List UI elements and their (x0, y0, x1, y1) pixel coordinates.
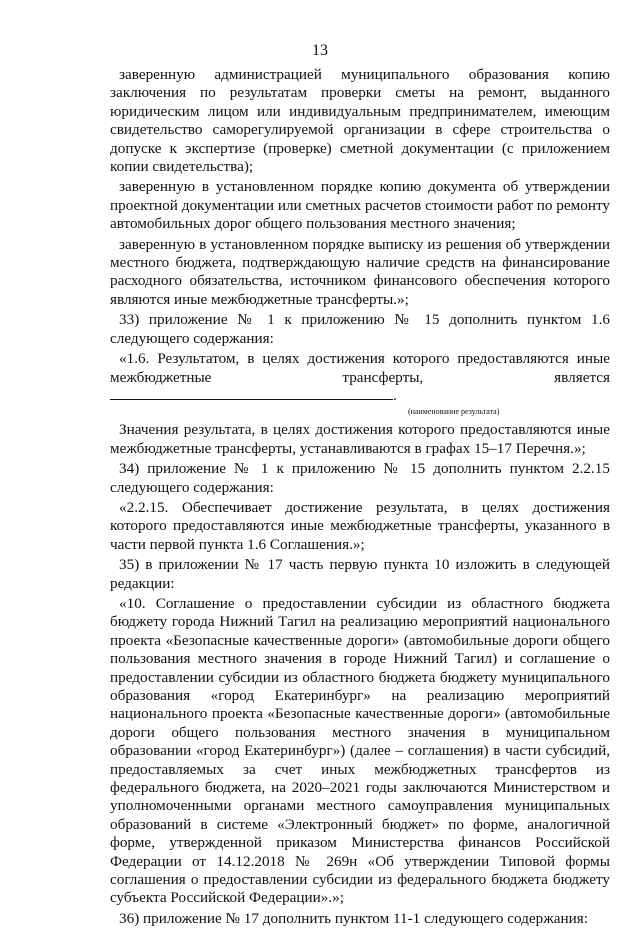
paragraph-9: «10. Соглашение о предоставлении субсидии из областного бюджета бюджету города Нижний Тагил на реализацию мероприятий национального проекта «Безопасные качественные дороги» (автомобильные дороги общего пользования местного значения в городе Нижний Тагил) и соглашение о предоставлении субсидии из областного бюджета бюджету муниципального образования «город Екатеринбург» на реализацию мероприятий национального проекта «Безопасные качественные дороги» (автомобильные дороги общего пользования местного значения в муниципальном образовании «город Екатеринбург») (далее – соглашения) в части субсидий, предоставляемых за счет иных межбюджетных трансфертов из федерального бюджета, на 2020–2021 годы заключаются Министерством и уполномоченными органами местного самоуправления муниципальных образований в системе «Электронный бюджет» по форме, аналогичной форме, утвержденной приказом Министерства финансов Российской Федерации от 14.12.2018 № 269н «Об утверждении Типовой формы соглашения о предоставлении субсидии из федерального бюджета бюджету субъекта Российской Федерации».»; (110, 594, 610, 907)
paragraph-7: «2.2.15. Обеспечивает достижение результата, в целях достижения которого предоставляются иные межбюджетные трансферты, указанного в части первой пункта 1.6 Соглашения.»; (110, 498, 610, 553)
paragraph-item-1-6 (110, 350, 610, 405)
item-1-6-text: «1.6. Результатом, в целях достижения которого предоставляются иные межбюджетные трансферты, является (110, 350, 610, 386)
paragraph-10: 36) приложение № 17 дополнить пунктом 11-1 следующего содержания: (119, 909, 588, 927)
paragraph-8: 35) в приложении № 17 часть первую пункта 10 изложить в следующей редакции: (110, 556, 610, 592)
blank-caption: (наименование результата) (408, 407, 500, 417)
page-number: 13 (312, 42, 328, 59)
result-blank-line (110, 387, 393, 400)
paragraph-1: заверенную администрацией муниципального образования копию заключения по результатам проверки сметы на ремонт, выданного юридическим лицом или индивидуальным предпринимателем, имеющим свидетельство саморегулируемой организации в сфере строительства о допуске к экспертизе (проверке) сметной документации (с приложением копии свидетельства); (110, 66, 610, 176)
paragraph-5: Значения результата, в целях достижения которого предоставляются иные межбюджетные трансферты, устанавливаются в графах 15–17 Перечня.»; (110, 421, 610, 457)
paragraph-6: 34) приложение № 1 к приложению № 15 дополнить пунктом 2.2.15 следующего содержания: (110, 460, 610, 496)
paragraph-4: 33) приложение № 1 к приложению № 15 дополнить пунктом 1.6 следующего содержания: (110, 311, 610, 347)
paragraph-2: заверенную в установленном порядке копию документа об утверждении проектной документации или сметных расчетов стоимости работ по ремонту автомобильных дорог общего пользования местного значения; (110, 178, 610, 233)
document-body (110, 66, 610, 928)
paragraph-3: заверенную в установленном порядке выписку из решения об утверждении местного бюджета, подтверждающую наличие средств на финансирование расходного обязательства, источником финансового обеспечения которого являются иные межбюджетные трансферты.»; (110, 235, 610, 308)
item-1-6-end: . (393, 386, 397, 404)
